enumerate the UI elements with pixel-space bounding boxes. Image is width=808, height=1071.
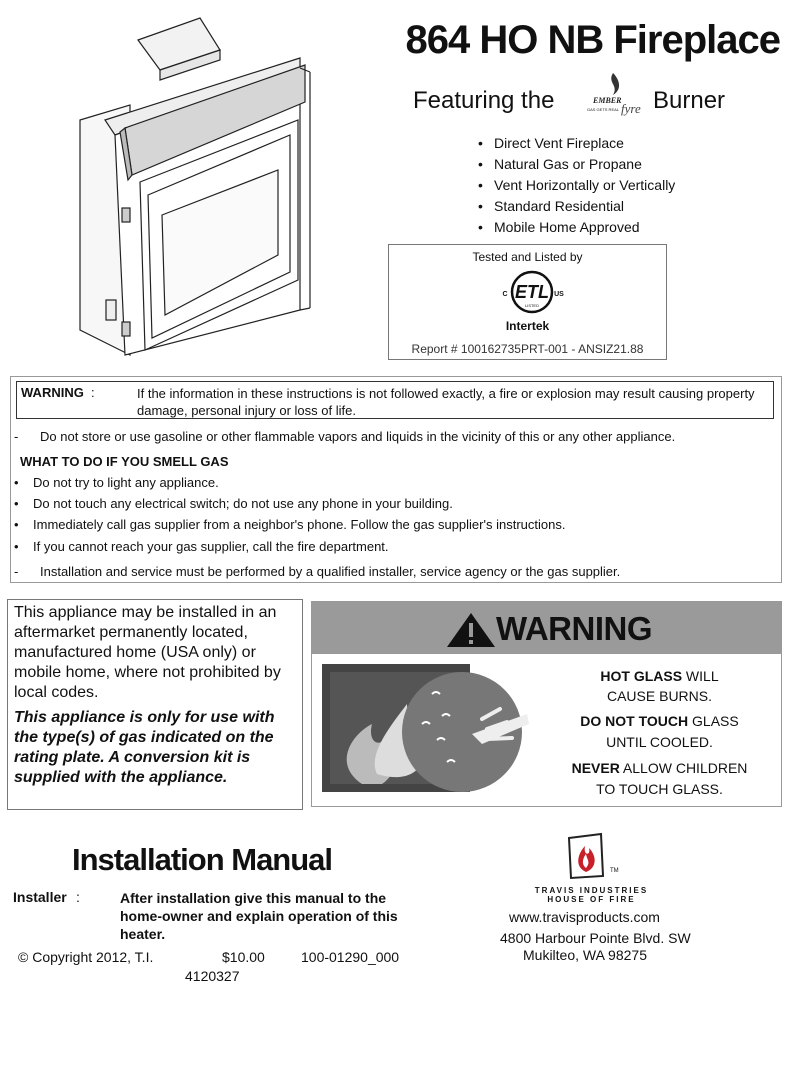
warning-inner-box [16,381,774,419]
document-number: 100-01290_000 [301,949,400,965]
installation-info-box [7,599,303,810]
smell-gas-heading: WHAT TO DO IF YOU SMELL GAS [20,454,229,469]
warning-label: WARNING [21,385,84,400]
dash-item-text: Installation and service must be performed by a qualified installer, service agency or the gas supplier. [40,564,621,579]
installer-text: After installation give this manual to the home-owner and explain operation of this heater. [120,890,398,942]
company-name [533,886,650,904]
list-item: • Mobile Home Approved [478,217,675,238]
etl-mark-c: C [502,291,508,298]
warning-text: If the information in these instructions is not followed exactly, a fire or explosion may result causing property damage, personal injury or loss of life. [137,386,755,418]
hot-glass-line-5: NEVER ALLOW CHILDREN [571,760,748,776]
intertek-label: Intertek [505,319,550,333]
hot-glass-warning-label [311,601,782,807]
address-line-1: 4800 Harbour Pointe Blvd. SW [500,930,691,946]
ember-logo-text: EMBER [593,96,622,105]
feature-list [478,133,675,238]
etl-mark-listed: LISTED [524,303,540,308]
website-link[interactable]: www.travisproducts.com [509,909,660,925]
installer-colon: : [76,889,80,905]
listing-box [388,244,667,360]
list-item: • Direct Vent Fireplace [478,133,675,154]
copyright: © Copyright 2012, T.I. [18,949,154,965]
list-item: • Natural Gas or Propane [478,154,675,175]
list-item: • Standard Residential [478,196,675,217]
hot-glass-graphic [322,664,532,794]
hot-glass-line-6: TO TOUCH GLASS. [596,781,723,797]
list-item-text: If you cannot reach your gas supplier, call the fire department. [33,539,389,554]
manual-title: Installation Manual [72,842,333,877]
price: $10.00 [222,949,265,965]
hot-glass-line-1: HOT GLASS WILL [600,668,719,684]
hot-glass-line-4: UNTIL COOLED. [606,734,713,750]
list-item-text: Immediately call gas supplier from a neighbor's phone. Follow the gas supplier's instructions. [33,517,566,532]
trademark-mark: TM [610,868,619,874]
etl-mark-us: US [554,291,564,298]
ember-logo-tagline: GAS GETS REAL [587,107,620,112]
warning-colon: : [91,385,95,400]
featuring-prefix: Featuring the [413,87,555,114]
dash-marker: - [14,429,19,444]
hot-glass-line-2: CAUSE BURNS. [606,688,713,704]
installer-label: Installer [13,889,67,905]
list-item: • Vent Horizontally or Vertically [478,175,675,196]
travis-flame-logo [565,832,607,880]
info-bold-text: This appliance is only for use with the type(s) of gas indicated on the rating plate. A conversion kit is supplied with the appliance. [14,709,275,786]
hot-glass-header [312,602,781,654]
etl-listed-mark [499,267,565,317]
company-name-line-1: TRAVIS INDUSTRIES [534,886,649,895]
list-item-text: Do not touch any electrical switch; do not use any phone in your building. [33,496,453,511]
report-number: Report # 100162735PRT-001 - ANSIZ21.88 [411,342,644,356]
dash-item-text: Do not store or use gasoline or other flammable vapors and liquids in the vicinity of this or any other appliance. [40,429,676,444]
etl-mark-text: ETL [515,282,549,302]
ember-logo-script: fyre [621,101,641,116]
list-item-text: Do not try to light any appliance. [33,475,219,490]
dash-marker: - [14,564,19,579]
featuring-suffix: Burner [653,87,726,114]
document-number-2: 4120327 [185,968,240,984]
tested-by-label: Tested and Listed by [472,250,583,264]
address-line-2: Mukilteo, WA 98275 [523,947,647,963]
page-title: 864 HO NB Fireplace [405,18,780,62]
ember-fyre-logo [573,69,653,121]
company-name-line-2: HOUSE OF FIRE [547,895,636,904]
info-text: This appliance may be installed in an aftermarket permanently located, manufactured home (USA only) or mobile home, where not prohibited by local codes. [14,604,281,701]
warning-triangle-icon [446,612,496,648]
fireplace-illustration [70,10,380,375]
hot-glass-line-3: DO NOT TOUCH GLASS [580,713,739,729]
hot-glass-header-text: WARNING [496,610,652,647]
